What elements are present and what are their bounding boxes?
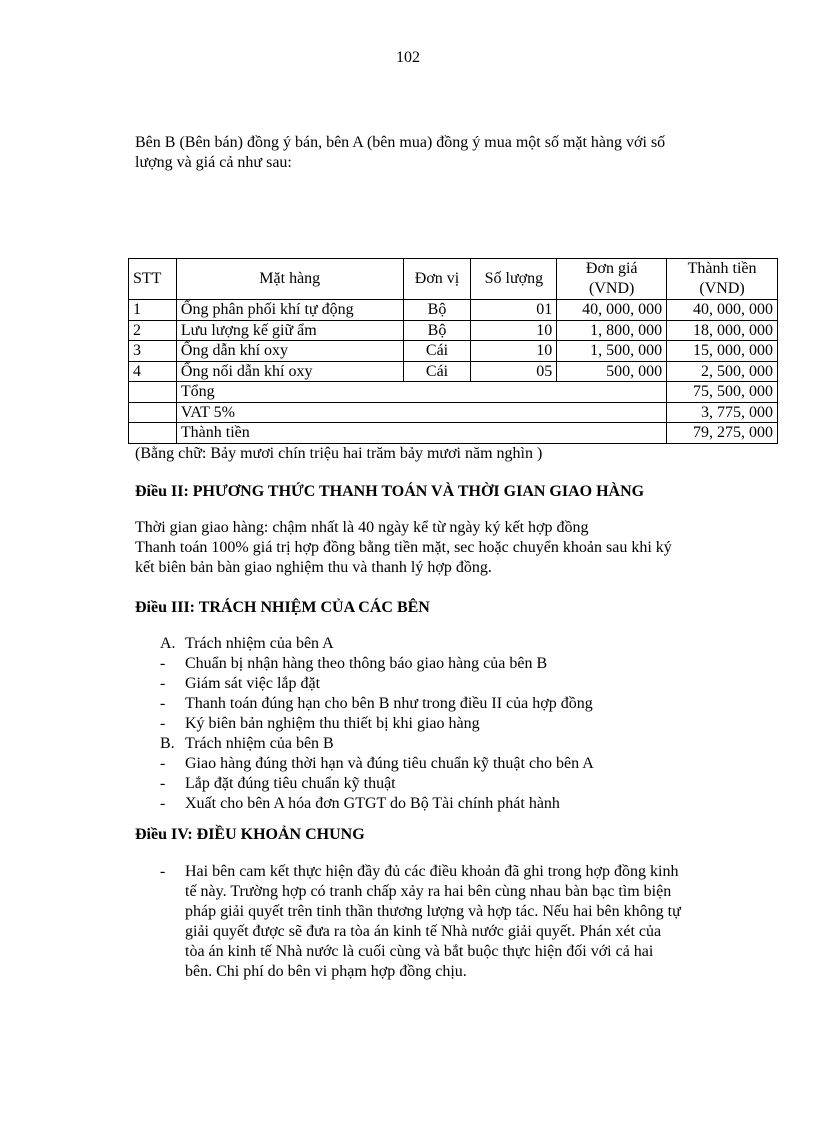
- article4-line: pháp giải quyết trên tinh thần thương lượng và hợp tác. Nếu hai bên không tự: [185, 903, 681, 920]
- list-item: [160, 794, 760, 814]
- list-item-text: Giao hàng đúng thời hạn và đúng tiêu chuẩn kỹ thuật cho bên A: [185, 755, 594, 772]
- summary-value: 3, 775, 000: [667, 402, 778, 423]
- cell-price: 40, 000, 000: [557, 300, 667, 321]
- list-marker: B.: [160, 735, 175, 752]
- article4-line: Hai bên cam kết thực hiện đầy đủ các điều khoản đã ghi trong hợp đồng kinh: [185, 863, 679, 880]
- cell-unit: Cái: [403, 341, 471, 362]
- list-item: [160, 774, 760, 794]
- list-marker: -: [160, 755, 166, 772]
- list-item-text: Xuất cho bên A hóa đơn GTGT do Bộ Tài chính phát hành: [185, 795, 560, 812]
- list-marker: -: [160, 863, 166, 880]
- list-item: [160, 634, 760, 654]
- header-total: [667, 259, 778, 300]
- intro-paragraph: [135, 133, 755, 173]
- list-item-text: Lắp đặt đúng tiêu chuẩn kỹ thuật: [185, 775, 396, 792]
- cell-total: 15, 000, 000: [667, 341, 778, 362]
- summary-value: 75, 500, 000: [667, 382, 778, 403]
- list-item: [160, 654, 760, 674]
- cell-unit: Bộ: [403, 300, 471, 321]
- header-stt: STT: [129, 259, 177, 300]
- cell-price: 1, 800, 000: [557, 320, 667, 341]
- cell-price: 1, 500, 000: [557, 341, 667, 362]
- article4-line: tòa án kinh tế Nhà nước là cuối cùng và bắt buộc thực hiện đối với cả hai: [185, 943, 654, 960]
- header-price: [557, 259, 667, 300]
- article4-line: tế này. Trường hợp có tranh chấp xảy ra hai bên cùng nhau bàn bạc tìm biện: [185, 883, 672, 900]
- article3-list: [160, 634, 760, 814]
- list-marker: -: [160, 795, 166, 812]
- cell-total: 2, 500, 000: [667, 361, 778, 382]
- cell-item: Ống phân phối khí tự động: [176, 300, 403, 321]
- goods-table: [128, 258, 778, 444]
- header-price-line1: Đơn giá: [585, 260, 638, 277]
- cell-total: 18, 000, 000: [667, 320, 778, 341]
- list-marker: -: [160, 775, 166, 792]
- cell-total: 40, 000, 000: [667, 300, 778, 321]
- header-item: Mặt hàng: [176, 259, 403, 300]
- list-item: [160, 714, 760, 734]
- cell-unit: Bộ: [403, 320, 471, 341]
- summary-label: Tổng: [176, 382, 666, 403]
- list-marker: -: [160, 655, 166, 672]
- list-item-text: Giám sát việc lắp đặt: [185, 675, 321, 692]
- article3-heading: Điều III: TRÁCH NHIỆM CỦA CÁC BÊN: [135, 599, 430, 616]
- intro-line: Bên B (Bên bán) đồng ý bán, bên A (bên mua) đồng ý mua một số mặt hàng với số: [135, 134, 666, 151]
- list-marker: -: [160, 675, 166, 692]
- list-item: [160, 694, 760, 714]
- cell-qty: 05: [471, 361, 557, 382]
- article2-body: [135, 518, 755, 578]
- list-marker: -: [160, 715, 166, 732]
- cell-item: Lưu lượng kế giữ ẩm: [176, 320, 403, 341]
- article2-heading: Điều II: PHƯƠNG THỨC THANH TOÁN VÀ THỜI GIAN GIAO HÀNG: [135, 483, 645, 500]
- summary-label: VAT 5%: [176, 402, 666, 423]
- article4-heading: Điều IV: ĐIỀU KHOẢN CHUNG: [135, 826, 365, 843]
- header-qty: Số lượng: [471, 259, 557, 300]
- cell-stt: 1: [129, 300, 177, 321]
- cell-stt: 2: [129, 320, 177, 341]
- cell-qty: 10: [471, 341, 557, 362]
- cell-empty: [129, 402, 177, 423]
- list-item-text: Trách nhiệm của bên A: [185, 635, 334, 652]
- table-row: [129, 361, 778, 382]
- summary-row: [129, 423, 778, 444]
- table-row: [129, 320, 778, 341]
- table-row: [129, 300, 778, 321]
- cell-item: Ống dẫn khí oxy: [176, 341, 403, 362]
- summary-row: [129, 382, 778, 403]
- cell-stt: 3: [129, 341, 177, 362]
- page-number: 102: [396, 49, 420, 66]
- header-total-line2: (VND): [699, 280, 745, 297]
- list-item: [160, 734, 760, 754]
- header-price-line2: (VND): [589, 280, 635, 297]
- list-marker: A.: [160, 635, 176, 652]
- list-marker: -: [160, 695, 166, 712]
- summary-label: Thành tiền: [176, 423, 666, 444]
- cell-unit: Cái: [403, 361, 471, 382]
- summary-value: 79, 275, 000: [667, 423, 778, 444]
- article2-line: Thời gian giao hàng: chậm nhất là 40 ngày kể từ ngày ký kết hợp đồng: [135, 519, 589, 536]
- header-unit: Đơn vị: [403, 259, 471, 300]
- list-item: [160, 674, 760, 694]
- cell-qty: 10: [471, 320, 557, 341]
- article4-line: bên. Chi phí do bên vi phạm hợp đồng chịu.: [185, 963, 467, 980]
- list-item: [160, 754, 760, 774]
- amount-in-words: (Bằng chữ: Bảy mươi chín triệu hai trăm bảy mươi năm nghìn ): [135, 445, 543, 462]
- cell-empty: [129, 382, 177, 403]
- cell-stt: 4: [129, 361, 177, 382]
- list-item-text: Chuẩn bị nhận hàng theo thông báo giao hàng của bên B: [185, 655, 548, 672]
- article4-line: giải quyết được sẽ đưa ra tòa án kinh tế Nhà nước giải quyết. Phán xét của: [185, 923, 662, 940]
- article2-line: Thanh toán 100% giá trị hợp đồng bằng tiền mặt, sec hoặc chuyển khoản sau khi ký: [135, 539, 672, 556]
- intro-line: lượng và giá cả như sau:: [135, 154, 292, 171]
- list-item-text: Ký biên bản nghiệm thu thiết bị khi giao hàng: [185, 715, 480, 732]
- cell-empty: [129, 423, 177, 444]
- list-item-text: Trách nhiệm của bên B: [185, 735, 334, 752]
- cell-price: 500, 000: [557, 361, 667, 382]
- table-row: [129, 341, 778, 362]
- list-item-text: Thanh toán đúng hạn cho bên B như trong điều II của hợp đồng: [185, 695, 593, 712]
- summary-row: [129, 402, 778, 423]
- cell-item: Ống nối dẫn khí oxy: [176, 361, 403, 382]
- header-total-line1: Thành tiền: [687, 260, 757, 277]
- table-header-row: [129, 259, 778, 300]
- article2-line: kết biên bản bàn giao nghiệm thu và thanh lý hợp đồng.: [135, 559, 492, 576]
- cell-qty: 01: [471, 300, 557, 321]
